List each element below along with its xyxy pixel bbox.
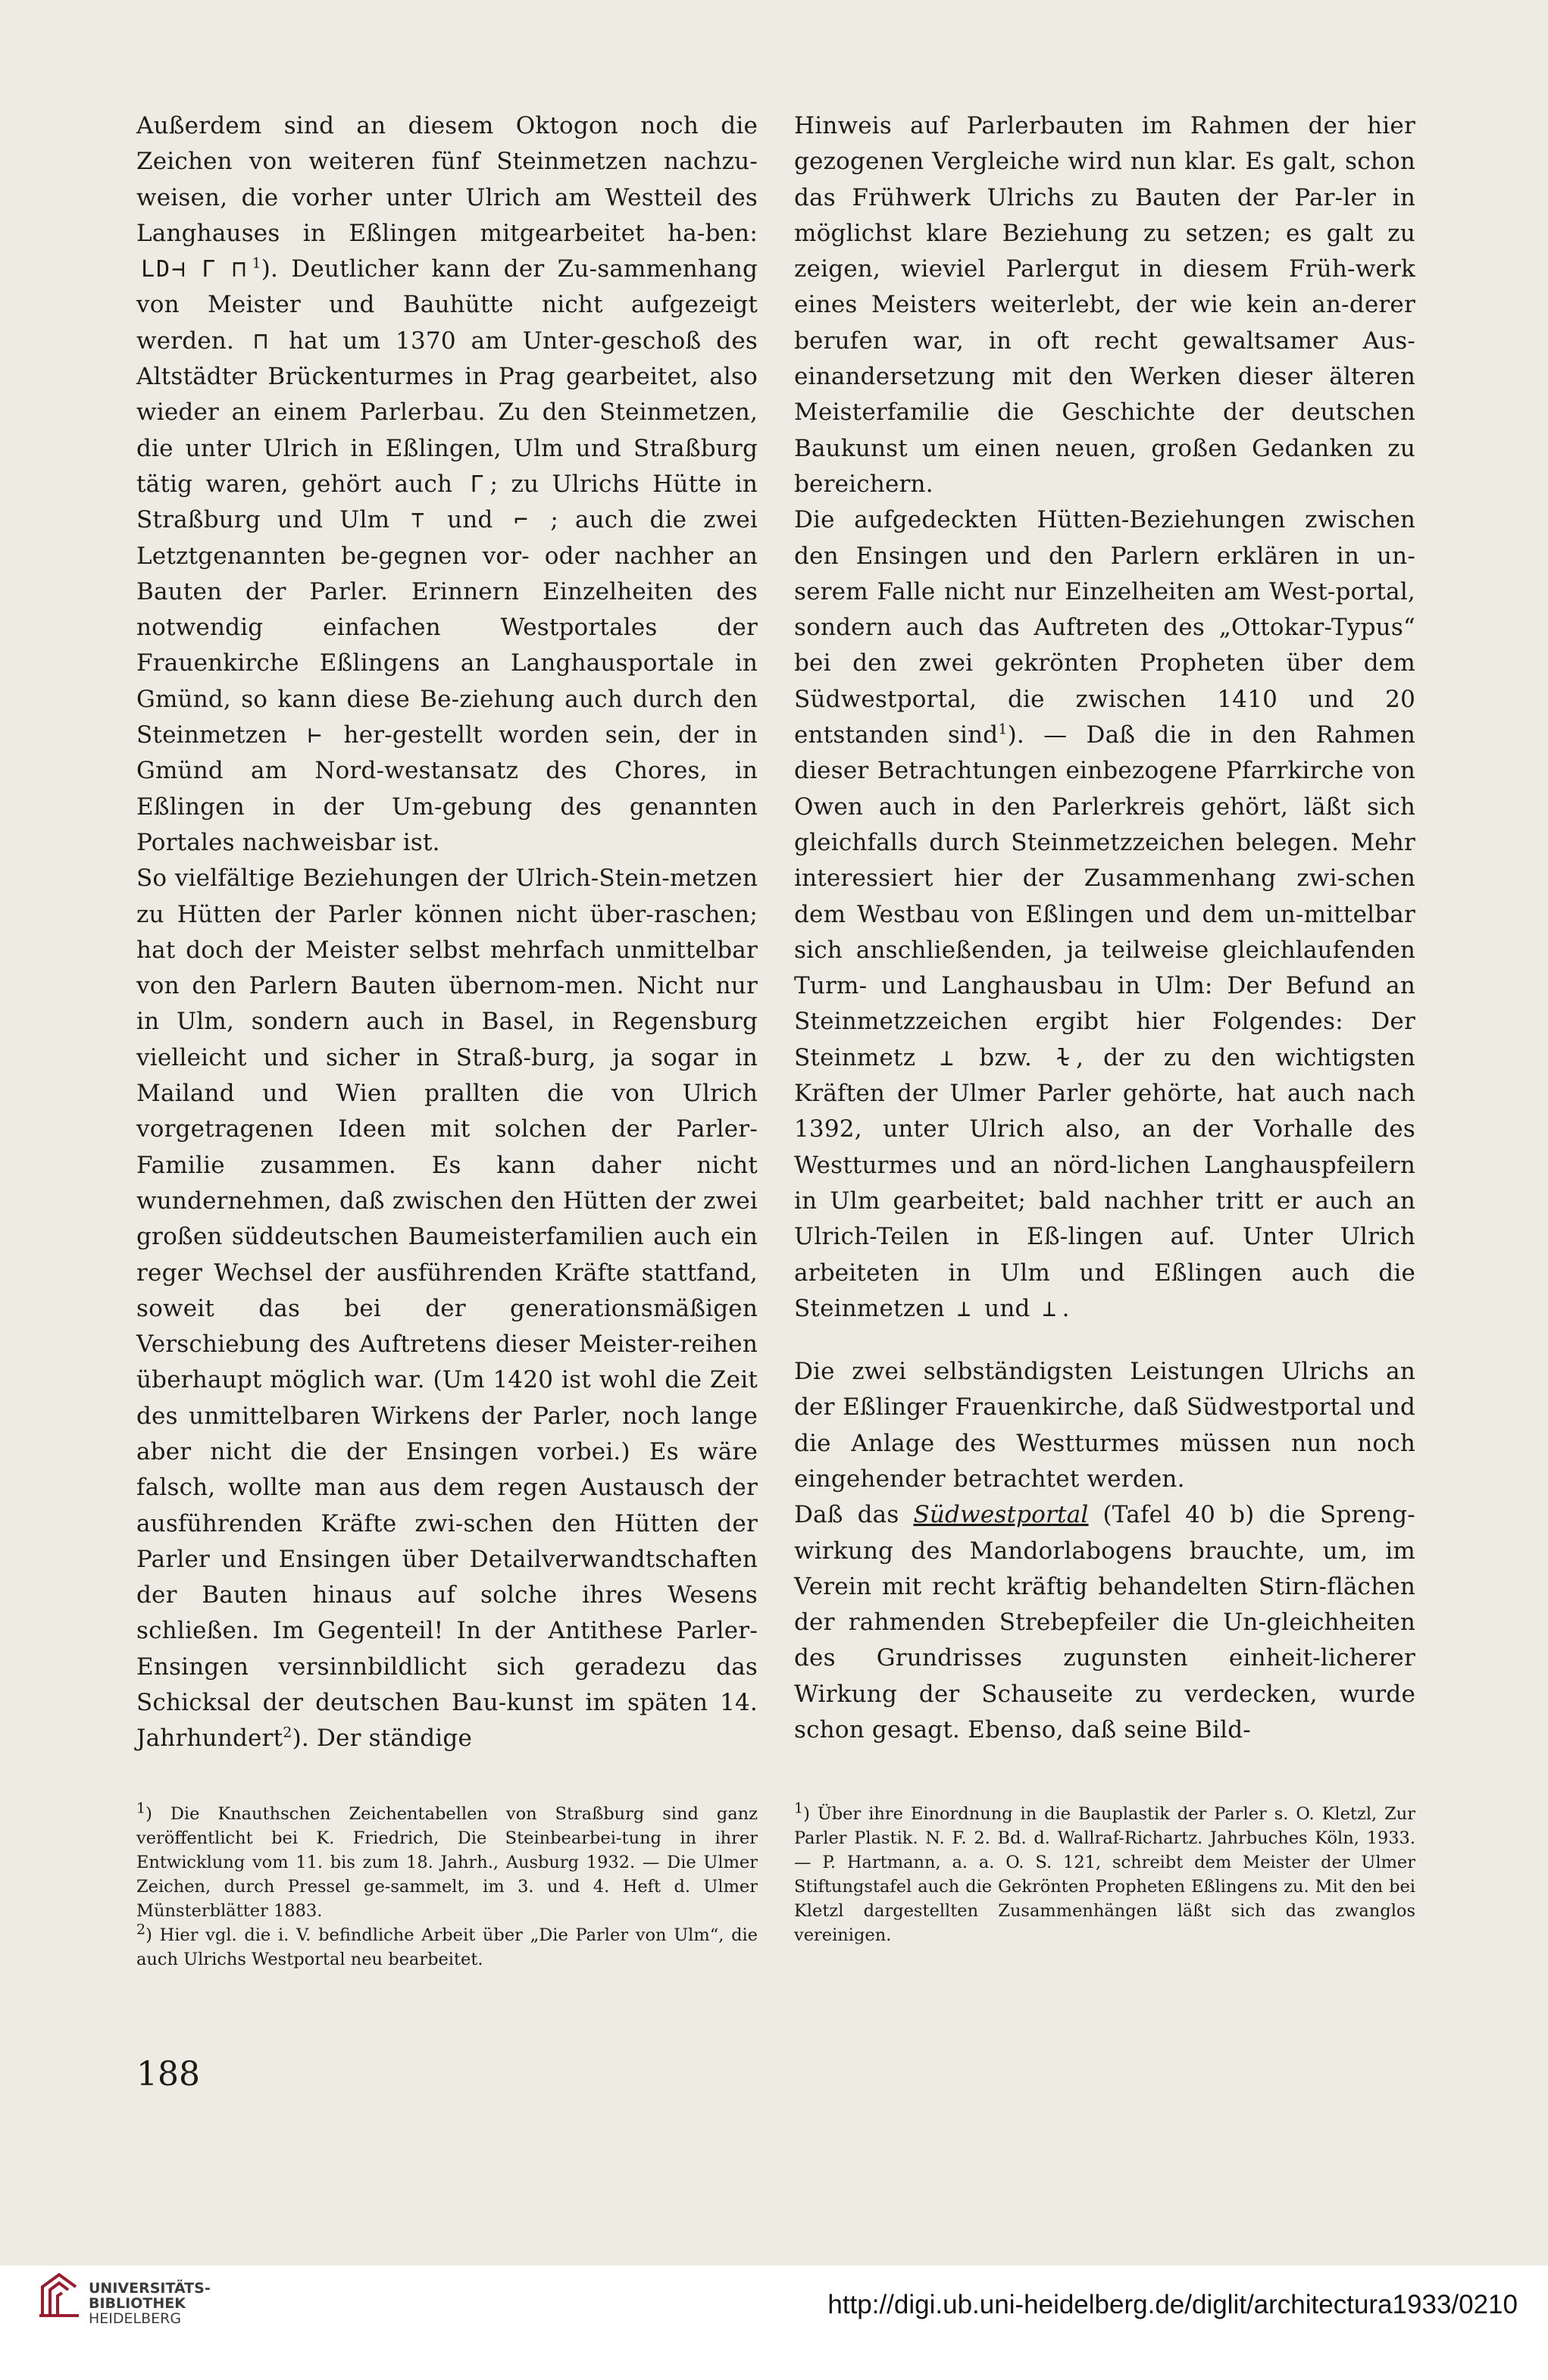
footnote-ref: 1	[998, 721, 1008, 738]
mason-mark: ⌐	[514, 507, 530, 534]
mason-mark: Γ	[470, 471, 486, 498]
library-name: UNIVERSITÄTS- BIBLIOTHEK HEIDELBERG	[89, 2280, 211, 2327]
left-paragraph-2: So vielfältige Beziehungen der Ulrich-Stein-metzen zu Hütten der Parler können nicht über-raschen; hat doch der Meister selbst mehrfach unmittelbar von den Parlern Bauten übernom-men. Nicht nur in Ulm, sondern auch in Basel, in Regensburg vielleicht und sicher in Straß-burg, ja sogar in Mailand und Wien prallten die von Ulrich vorgetragenen Ideen mit solchen der Parler-Familie zusammen. Es kann daher nicht wundernehmen, daß zwischen den Hütten der zwei großen süddeutschen Baumeisterfamilien auch ein reger Wechsel der ausführenden Kräfte stattfand, soweit das bei der generationsmäßigen Verschiebung des Auftretens dieser Meister-reihen überhaupt möglich war. (Um 1420 ist wohl die Zeit des unmittelbaren Wirkens der Parler, noch lange aber nicht die der Ensingen vorbei.) Es wäre falsch, wollte man aus dem regen Austausch der ausführenden Kräfte zwi-schen den Hütten der Parler und Ensingen über Detailverwandtschaften der Bauten hinaus auf solche ihres Wesens schließen. Im Gegenteil! In der Antithese Parler-Ensingen versinnbildlicht sich geradezu das Schicksal der deutschen Bau-kunst im späten 14. Jahrhundert$^2$). Der ständige	[136, 865, 758, 1753]
mason-mark: ⊓	[254, 327, 270, 355]
right-paragraph-4: Daß das Südwestportal (Tafel 40 b) die Spreng-wirkung des Mandorlabogens brauchte, um, im Verein mit recht kräftig behandelten Stirn-flächen der rahmenden Strebepfeiler die Un-gleichheiten des Grundrisses zugunsten einheit-licherer Wirkung der Schauseite zu verdecken, wurde schon gesagt. Ebenso, daß seine Bild-	[794, 1501, 1415, 1744]
right-paragraph-2: Die aufgedeckten Hütten-Beziehungen zwischen den Ensingen und den Parlern erklären in un-serem Falle nicht nur Einzelheiten am West-portal, sondern auch das Auftreten des „Ottokar-Typus“ bei den zwei gekrönten Propheten über dem Südwestportal, die zwischen 1410 und 20 entstanden sind$^1$). — Daß die in den Rahmen dieser Betrachtungen einbezogene Pfarrkirche von Owen auch in den Parlerkreis gehört, läßt sich gleichfalls durch Steinmetzzeichen belegen. Mehr interessiert hier der Zusammenhang zwi-schen dem Westbau von Eßlingen und dem un-mittelbar sich anschließenden, ja teilweise gleichlaufenden Turm- und Langhausbau in Ulm: Der Befund an Steinmetzzeichen ergibt hier Folgendes: Der Steinmetz ⊥ bzw. ɫ , der zu den wichtigsten Kräften der Ulmer Parler gehörte, hat auch nach 1392, unter Ulrich also, an der Vorhalle des Westturmes und an nörd-lichen Langhauspfeilern in Ulm gearbeitet; bald nachher tritt er auch an Ulrich-Teilen in Eß-lingen auf. Unter Ulrich arbeiteten in Ulm und Eßlingen auch die Steinmetzen ⊥ und ⊥ .	[794, 502, 1415, 1327]
mason-mark: ⊥	[940, 1044, 955, 1071]
underlined-term: Südwestportal	[913, 1501, 1089, 1529]
source-url-link[interactable]: http://digi.ub.uni-heidelberg.de/diglit/architectura1933/0210	[827, 2290, 1518, 2319]
right-paragraph-1: Hinweis auf Parlerbauten im Rahmen der hier gezogenen Vergleiche wird nun klar. Es galt, schon das Frühwerk Ulrichs zu Bauten der Par-ler in möglichst klare Beziehung zu setzen; es galt zu zeigen, wieviel Parlergut in diesem Früh-werk eines Meisters weiterlebt, der wie kein an-derer berufen war, in oft recht gewaltsamer Aus-einandersetzung mit den Werken dieser älteren Meisterfamilie die Geschichte der deutschen Baukunst um einen neuen, großen Gedanken zu bereichern.	[794, 112, 1415, 498]
footnote-ref: 1	[252, 255, 261, 272]
logo-strokes	[39, 2275, 79, 2316]
mason-mark-group: LD⊣ Γ ⊓	[141, 256, 248, 283]
footer-bar	[0, 2266, 1548, 2380]
mason-mark: ⊥	[957, 1295, 973, 1322]
page-number: 188	[136, 2055, 200, 2094]
left-text-column	[136, 108, 758, 1757]
left-paragraph-1: Außerdem sind an diesem Oktogon noch die Zeichen von weiteren fünf Steinmetzen nachzu-weisen, die vorher unter Ulrich am Westteil des Langhauses in Eßlingen mitgearbeitet ha-ben: LD⊣ Γ ⊓ $^1$). Deutlicher kann der Zu-sammenhang von Meister und Bauhütte nicht aufgezeigt werden. ⊓ hat um 1370 am Unter-geschoß des Altstädter Brückenturmes in Prag gearbeitet, also wieder an einem Parlerbau. Zu den Steinmetzen, die unter Ulrich in Eßlingen, Ulm und Straßburg tätig waren, gehört auch Γ ; zu Ulrichs Hütte in Straßburg und Ulm ⊤ und ⌐ ; auch die zwei Letztgenannten be-gegnen vor- oder nachher an Bauten der Parler. Erinnern Einzelheiten des notwendig einfachen Westportales der Frauenkirche Eßlingens an Langhausportale in Gmünd, so kann diese Be-ziehung auch durch den Steinmetzen ⊢ her-gestellt worden sein, der in Gmünd am Nord-westansatz des Chores, in Eßlingen in der Um-gebung des genannten Portales nachweisbar ist.	[136, 112, 758, 856]
university-library-logo-icon	[36, 2272, 82, 2319]
left-footnotes	[136, 1802, 758, 1972]
footnote-1-right: $^1$) Über ihre Einordnung in die Bauplastik der Parler s. O. Kletzl, Zur Parler Plastik. N. F. 2. Bd. d. Wallraf-Richartz. Jahrbuches Köln, 1933. — P. Hartmann, a. a. O. S. 121, schreibt dem Meister der Ulmer Stiftungstafel auch die Gekrönten Propheten Eßlingens zu. Mit den bei Kletzl dargestellten Zusammenhängen läßt sich das zwanglos vereinigen.	[794, 1800, 1415, 1945]
mason-mark: ⊥	[1042, 1295, 1058, 1322]
right-footnotes	[794, 1802, 1415, 1947]
right-paragraph-3: Die zwei selbständigsten Leistungen Ulrichs an der Eßlinger Frauenkirche, daß Südwestportal und die Anlage des Westturmes müssen nun noch eingehender betrachtet werden.	[794, 1358, 1415, 1493]
footnote-2: $^2$) Hier vgl. die i. V. befindliche Arbeit über „Die Parler von Ulm“, die auch Ulrichs Westportal neu bearbeitet.	[136, 1921, 758, 1969]
mason-mark: ɫ	[1056, 1044, 1072, 1071]
mason-mark: ⊤	[411, 507, 427, 534]
mason-mark: ⊢	[308, 722, 324, 749]
footnote-ref: 2	[283, 1725, 292, 1742]
footnote-1: $^1$) Die Knauthschen Zeichentabellen von Straßburg sind ganz veröffentlicht bei K. Friedrich, Die Steinbearbei-tung in ihrer Entwicklung vom 11. bis zum 18. Jahrh., Ausburg 1932. — Die Ulmer Zeichen, durch Pressel ge-sammelt, im 3. und 4. Heft d. Ulmer Münsterblätter 1883.	[136, 1800, 758, 1921]
right-text-column	[794, 108, 1415, 1748]
